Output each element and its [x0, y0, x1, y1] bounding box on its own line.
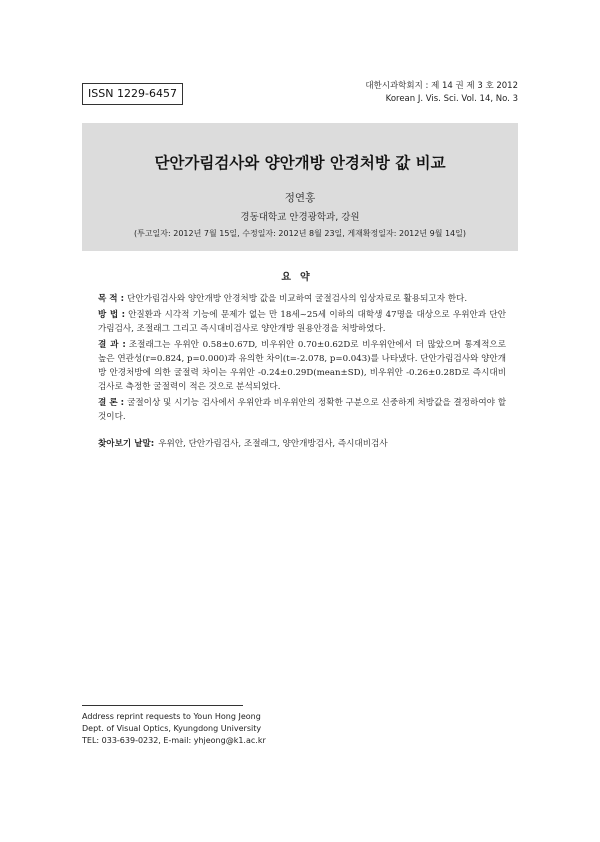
conclusion-label: 결 론 :	[98, 398, 125, 408]
footnote	[82, 711, 266, 747]
journal-english: Korean J. Vis. Sci. Vol. 14, No. 3	[385, 94, 518, 104]
methods-label: 방 법 :	[98, 310, 126, 320]
purpose-label: 목 적 :	[98, 294, 125, 304]
title-block	[82, 123, 518, 251]
abstract-conclusion	[98, 396, 506, 424]
footnote-line: Address reprint requests to Youn Hong Jeong	[82, 712, 261, 721]
issn-box: ISSN 1229-6457	[82, 83, 183, 105]
submission-dates: (투고일자: 2012년 7월 15일, 수정일자: 2012년 8월 23일, 게재확정일자: 2012년 9월 14일)	[133, 229, 466, 238]
conclusion-text: 굴절이상 및 시기능 검사에서 우위안과 비우위안의 정확한 구분으로 신중하게 처방값을 결정하여야 할 것이다.	[98, 398, 506, 422]
purpose-text: 단안가림검사와 양안개방 안경처방 값을 비교하여 굴절검사의 임상자료로 활용되고자 한다.	[127, 294, 468, 304]
footnote-line: Dept. of Visual Optics, Kyungdong University	[82, 724, 262, 733]
abstract-results	[98, 338, 506, 394]
abstract-heading: 요약	[281, 272, 319, 283]
footnote-divider	[82, 705, 243, 706]
author-name: 정연홍	[284, 192, 316, 204]
keywords-text: 우위안, 단안가림검사, 조절래그, 양안개방검사, 즉시대비검사	[158, 439, 388, 449]
footnote-line: TEL: 033-639-0232, E-mail: yhjeong@k1.ac.kr	[82, 736, 266, 745]
journal-korean: 대한시과학회지 : 제 14 권 제 3 호 2012	[365, 81, 518, 91]
paper-title: 단안가림검사와 양안개방 안경처방 값 비교	[154, 154, 446, 172]
abstract-body	[98, 292, 506, 426]
journal-citation	[365, 80, 518, 106]
abstract-purpose	[98, 292, 506, 306]
results-label: 결 과 :	[98, 340, 126, 350]
abstract-methods	[98, 308, 506, 336]
keywords	[98, 437, 506, 451]
results-text: 조절래그는 우위안 0.58±0.67D, 비우위안 0.70±0.62D로 비우위안에서 더 많았으며 통계적으로 높은 연관성(r=0.824, p=0.000)과 유의한 차이(t=-2.078, p=0.043)를 나타냈다. 단안가림검사와 양안개방 안경처방에 의한 굴절력 차이는 우위안 -0.24±0.29D(mean±SD), 비우위안 -0.26±0.28D로 즉시대비검사로 측정한 굴절력이 적은 것으로 분석되었다.	[98, 340, 506, 392]
keywords-label: 찾아보기 낱말:	[98, 439, 155, 449]
author-affiliation: 경동대학교 안경광학과, 강원	[240, 212, 360, 223]
methods-text: 안질환과 시각적 기능에 문제가 없는 만 18세~25세 이하의 대학생 47명을 대상으로 우위안과 단안가림검사, 조절래그 그리고 즉시대비검사로 양안개방 원용안경을 처방하였다.	[98, 310, 506, 334]
